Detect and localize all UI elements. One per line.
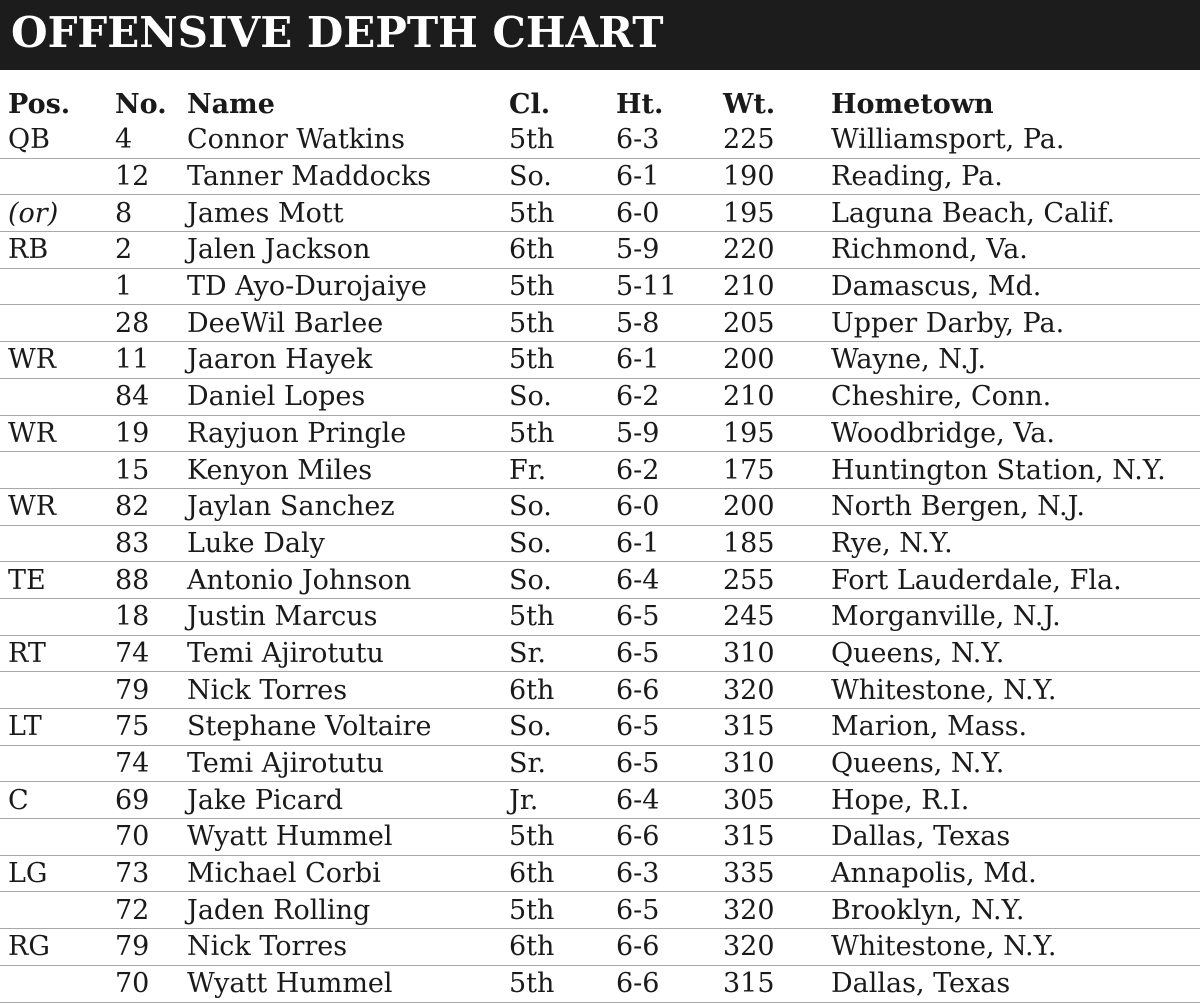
table-row [0, 452, 1200, 489]
cell-number: 18 [115, 601, 150, 633]
cell-name: Jaden Rolling [187, 894, 371, 926]
cell-name: Jalen Jackson [187, 234, 371, 266]
cell-class: 5th [509, 124, 555, 156]
table-row [0, 342, 1200, 379]
cell-name: James Mott [187, 197, 344, 229]
cell-weight: 320 [723, 674, 775, 706]
cell-hometown: Upper Darby, Pa. [831, 307, 1065, 339]
cell-weight: 315 [723, 821, 775, 853]
cell-number: 69 [115, 784, 150, 816]
cell-height: 6-1 [616, 161, 660, 193]
cell-height: 5-9 [616, 234, 660, 266]
cell-hometown: Fort Lauderdale, Fla. [831, 564, 1122, 596]
cell-height: 6-5 [616, 711, 660, 743]
cell-name: Jake Picard [187, 784, 344, 816]
column-header-weight: Wt. [723, 88, 776, 120]
cell-class: 5th [509, 894, 555, 926]
cell-class: 5th [509, 601, 555, 633]
cell-hometown: Whitestone, N.Y. [831, 931, 1057, 963]
cell-number: 74 [115, 748, 150, 780]
cell-hometown: Williamsport, Pa. [831, 124, 1065, 156]
table-row [0, 379, 1200, 416]
cell-weight: 220 [723, 234, 775, 266]
table-row [0, 929, 1200, 966]
cell-class: 5th [509, 307, 555, 339]
cell-class: Fr. [509, 454, 547, 486]
cell-name: Nick Torres [187, 674, 348, 706]
cell-height: 6-5 [616, 748, 660, 780]
cell-class: So. [509, 711, 552, 743]
cell-weight: 320 [723, 894, 775, 926]
cell-height: 6-6 [616, 674, 660, 706]
cell-number: 12 [115, 161, 150, 193]
cell-number: 72 [115, 894, 150, 926]
cell-height: 5-9 [616, 417, 660, 449]
cell-position: RT [8, 637, 46, 669]
column-header-name: Name [187, 88, 275, 120]
cell-name: Jaylan Sanchez [187, 491, 395, 523]
table-row [0, 782, 1200, 819]
cell-position: LG [8, 858, 48, 890]
cell-number: 79 [115, 931, 150, 963]
cell-hometown: Morganville, N.J. [831, 601, 1061, 633]
cell-weight: 335 [723, 858, 775, 890]
cell-class: So. [509, 527, 552, 559]
cell-name: Luke Daly [187, 527, 325, 559]
cell-number: 70 [115, 821, 150, 853]
cell-number: 83 [115, 527, 150, 559]
cell-class: So. [509, 491, 552, 523]
table-row [0, 709, 1200, 746]
cell-weight: 205 [723, 307, 775, 339]
cell-class: So. [509, 564, 552, 596]
cell-height: 6-0 [616, 491, 660, 523]
cell-position: TE [8, 564, 46, 596]
cell-class: 5th [509, 821, 555, 853]
cell-height: 6-0 [616, 197, 660, 229]
cell-number: 28 [115, 307, 150, 339]
cell-weight: 315 [723, 968, 775, 1000]
cell-hometown: North Bergen, N.J. [831, 491, 1085, 523]
cell-hometown: Dallas, Texas [831, 821, 1011, 853]
cell-height: 6-6 [616, 931, 660, 963]
table-row [0, 856, 1200, 893]
cell-number: 82 [115, 491, 150, 523]
cell-class: 6th [509, 931, 555, 963]
cell-height: 6-4 [616, 784, 660, 816]
cell-position: WR [8, 417, 57, 449]
column-header-pos: Pos. [8, 88, 71, 120]
table-row [0, 269, 1200, 306]
cell-number: 15 [115, 454, 150, 486]
table-row [0, 489, 1200, 526]
cell-position: RG [8, 931, 50, 963]
cell-number: 2 [115, 234, 133, 266]
cell-weight: 190 [723, 161, 775, 193]
cell-hometown: Huntington Station, N.Y. [831, 454, 1166, 486]
cell-hometown: Woodbridge, Va. [831, 417, 1055, 449]
cell-hometown: Reading, Pa. [831, 161, 1003, 193]
cell-hometown: Cheshire, Conn. [831, 381, 1052, 413]
cell-height: 6-2 [616, 454, 660, 486]
cell-class: 6th [509, 234, 555, 266]
cell-position: LT [8, 711, 42, 743]
column-header-height: Ht. [616, 88, 664, 120]
cell-number: 84 [115, 381, 150, 413]
cell-height: 6-3 [616, 858, 660, 890]
cell-hometown: Dallas, Texas [831, 968, 1011, 1000]
cell-position: WR [8, 491, 57, 523]
cell-class: 5th [509, 417, 555, 449]
table-row [0, 746, 1200, 783]
cell-hometown: Annapolis, Md. [831, 858, 1037, 890]
cell-class: 5th [509, 968, 555, 1000]
cell-name: Michael Corbi [187, 858, 381, 890]
cell-height: 6-4 [616, 564, 660, 596]
cell-height: 6-3 [616, 124, 660, 156]
cell-weight: 310 [723, 637, 775, 669]
cell-hometown: Hope, R.I. [831, 784, 970, 816]
cell-class: Sr. [509, 637, 547, 669]
cell-class: 6th [509, 858, 555, 890]
cell-weight: 175 [723, 454, 775, 486]
cell-name: TD Ayo-Durojaiye [187, 271, 427, 303]
cell-height: 6-1 [616, 527, 660, 559]
cell-name: Temi Ajirotutu [187, 748, 384, 780]
cell-class: 6th [509, 674, 555, 706]
cell-name: Nick Torres [187, 931, 348, 963]
cell-weight: 315 [723, 711, 775, 743]
cell-name: Tanner Maddocks [187, 161, 432, 193]
table-body [0, 122, 1200, 1003]
cell-hometown: Brooklyn, N.Y. [831, 894, 1025, 926]
cell-name: Jaaron Hayek [187, 344, 373, 376]
table-row [0, 892, 1200, 929]
cell-number: 4 [115, 124, 133, 156]
cell-class: 5th [509, 271, 555, 303]
cell-number: 88 [115, 564, 150, 596]
cell-hometown: Queens, N.Y. [831, 637, 1005, 669]
table-row [0, 195, 1200, 232]
cell-hometown: Damascus, Md. [831, 271, 1042, 303]
cell-height: 6-5 [616, 637, 660, 669]
cell-height: 6-6 [616, 968, 660, 1000]
cell-weight: 225 [723, 124, 775, 156]
table-row [0, 305, 1200, 342]
table-row [0, 562, 1200, 599]
cell-number: 75 [115, 711, 150, 743]
cell-weight: 185 [723, 527, 775, 559]
column-header-hometown: Hometown [831, 88, 994, 120]
table-header-row [0, 86, 1200, 122]
cell-height: 6-5 [616, 894, 660, 926]
cell-weight: 195 [723, 197, 775, 229]
depth-chart-table [0, 86, 1200, 1003]
cell-weight: 320 [723, 931, 775, 963]
cell-position: C [8, 784, 29, 816]
cell-height: 6-2 [616, 381, 660, 413]
cell-number: 8 [115, 197, 133, 229]
cell-height: 6-1 [616, 344, 660, 376]
cell-weight: 210 [723, 271, 775, 303]
table-row [0, 966, 1200, 1003]
cell-weight: 200 [723, 491, 775, 523]
cell-weight: 305 [723, 784, 775, 816]
cell-height: 6-5 [616, 601, 660, 633]
cell-name: Antonio Johnson [187, 564, 412, 596]
cell-weight: 255 [723, 564, 775, 596]
table-row [0, 232, 1200, 269]
cell-height: 6-6 [616, 821, 660, 853]
cell-name: Kenyon Miles [187, 454, 373, 486]
table-row [0, 636, 1200, 673]
cell-position: RB [8, 234, 49, 266]
cell-height: 5-11 [616, 271, 677, 303]
cell-weight: 200 [723, 344, 775, 376]
table-row [0, 599, 1200, 636]
column-header-no: No. [115, 88, 167, 120]
table-row [0, 122, 1200, 159]
cell-number: 73 [115, 858, 150, 890]
table-row [0, 416, 1200, 453]
cell-number: 19 [115, 417, 150, 449]
cell-class: So. [509, 161, 552, 193]
column-header-class: Cl. [509, 88, 551, 120]
page-title: OFFENSIVE DEPTH CHART [11, 8, 664, 57]
table-row [0, 159, 1200, 196]
cell-weight: 210 [723, 381, 775, 413]
cell-number: 74 [115, 637, 150, 669]
cell-class: Jr. [509, 784, 539, 816]
cell-hometown: Wayne, N.J. [831, 344, 987, 376]
cell-weight: 195 [723, 417, 775, 449]
cell-weight: 245 [723, 601, 775, 633]
cell-name: Temi Ajirotutu [187, 637, 384, 669]
cell-name: Wyatt Hummel [187, 821, 393, 853]
table-row [0, 672, 1200, 709]
cell-hometown: Queens, N.Y. [831, 748, 1005, 780]
cell-class: So. [509, 381, 552, 413]
cell-position: QB [8, 124, 50, 156]
cell-class: 5th [509, 197, 555, 229]
cell-hometown: Rye, N.Y. [831, 527, 953, 559]
cell-name: Wyatt Hummel [187, 968, 393, 1000]
cell-height: 5-8 [616, 307, 660, 339]
cell-class: 5th [509, 344, 555, 376]
cell-weight: 310 [723, 748, 775, 780]
cell-name: Daniel Lopes [187, 381, 366, 413]
cell-class: Sr. [509, 748, 547, 780]
cell-hometown: Laguna Beach, Calif. [831, 197, 1116, 229]
cell-number: 11 [115, 344, 150, 376]
cell-hometown: Whitestone, N.Y. [831, 674, 1057, 706]
cell-position: (or) [8, 197, 59, 229]
cell-name: Stephane Voltaire [187, 711, 432, 743]
cell-number: 70 [115, 968, 150, 1000]
cell-hometown: Richmond, Va. [831, 234, 1028, 266]
cell-name: Rayjuon Pringle [187, 417, 407, 449]
title-bar [0, 0, 1200, 70]
table-row [0, 526, 1200, 563]
cell-hometown: Marion, Mass. [831, 711, 1028, 743]
cell-position: WR [8, 344, 57, 376]
cell-number: 79 [115, 674, 150, 706]
cell-number: 1 [115, 271, 133, 303]
cell-name: Justin Marcus [187, 601, 378, 633]
cell-name: DeeWil Barlee [187, 307, 384, 339]
table-row [0, 819, 1200, 856]
cell-name: Connor Watkins [187, 124, 406, 156]
